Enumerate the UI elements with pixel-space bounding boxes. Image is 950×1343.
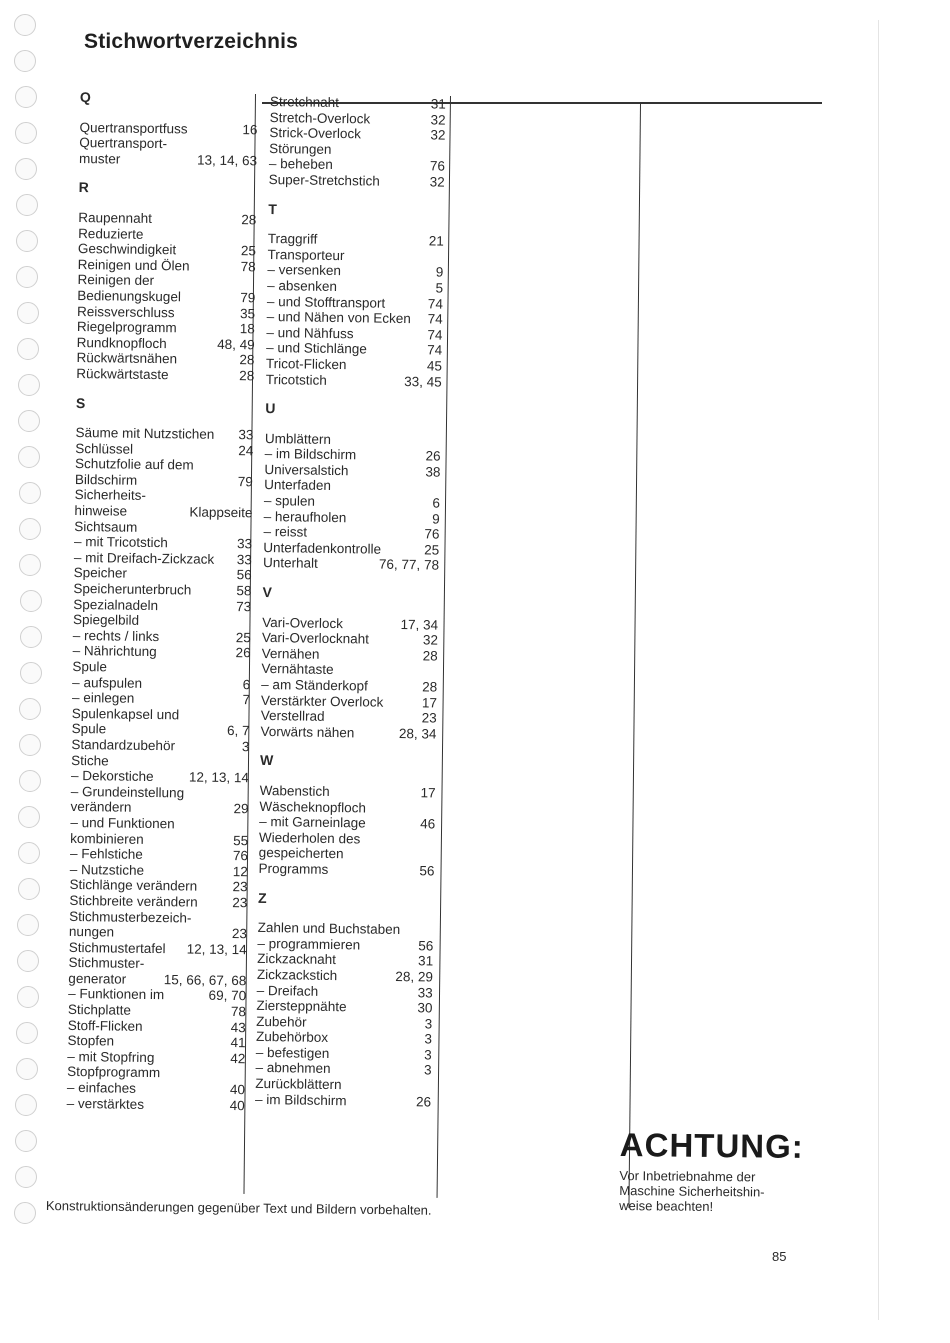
index-entry-pages: 15, 66, 67, 68 [163, 972, 247, 989]
index-letter-heading: Q [79, 89, 91, 106]
index-entry-term: Wäscheknopfloch [259, 798, 367, 816]
warning-text: Vor Inbetriebnahme der Maschine Sicherheitshin-weise beachten! [619, 1167, 765, 1214]
index-entry-pages: 25 [240, 243, 257, 259]
index-entry-term: Spule [71, 721, 107, 737]
index-entry-term: – Fehlstiche [69, 846, 143, 863]
index-entry-pages: 5 [435, 280, 444, 296]
index-entry-pages: 31 [430, 96, 446, 112]
index-entry-term: Ziersteppnähte [256, 997, 347, 1015]
index-entry-term: Programms [258, 860, 329, 877]
index-entry-pages: 35 [239, 305, 256, 321]
index-entry-term: Schutzfolie auf dem [75, 456, 194, 473]
index-entry-term: Stichmustertafel [68, 939, 166, 956]
page-edge [878, 20, 879, 1320]
binder-hole [19, 482, 41, 504]
index-entry-pages: 33 [236, 551, 252, 568]
index-entry-term: Spiegelbild [72, 612, 140, 629]
binder-hole [14, 50, 36, 72]
index-entry-pages: 23 [231, 926, 248, 942]
index-entry-pages: 12, 13, 14 [186, 941, 247, 957]
binder-hole [18, 842, 40, 864]
index-entry-term: Riegelprogramm [76, 319, 177, 336]
index-entry-term: Vernähtaste [261, 661, 334, 678]
index-entry-term: Vernähen [261, 645, 320, 662]
index-entry-pages: 6 [242, 676, 251, 692]
index-entry-pages: 45 [426, 358, 443, 374]
index-entry-pages: 31 [418, 953, 434, 969]
index-entry-pages: 28 [241, 212, 257, 228]
binder-hole [17, 338, 39, 360]
index-entry-term: – beheben [268, 156, 333, 173]
binder-hole [17, 950, 39, 972]
index-entry-term: Raupennaht [78, 209, 153, 226]
index-entry-term: Verstellrad [260, 708, 325, 725]
index-entry-term: – und Stichlänge [266, 340, 367, 357]
index-entry-pages: 17 [421, 694, 438, 711]
index-entry-pages: 29 [233, 801, 249, 817]
index-entry-pages: 40 [229, 1082, 246, 1098]
index-entry-pages: 25 [235, 629, 251, 646]
index-entry-term: – im Bildschirm [254, 1091, 347, 1108]
index-entry-term: Stichmuster- [68, 955, 145, 972]
index-entry-pages: 69, 70 [208, 988, 247, 1004]
index-entry-pages: 3 [424, 1016, 433, 1032]
warning-heading: ACHTUNG: [619, 1126, 804, 1165]
index-entry-term: Rückwärtstaste [76, 365, 169, 383]
index-entry-pages: 76 [424, 526, 440, 542]
index-entry [76, 366, 254, 384]
index-entry-term: Stopfen [67, 1033, 115, 1049]
index-entry-pages: 33 [417, 984, 433, 1001]
binder-hole [15, 122, 37, 144]
index-entry-pages: 43 [230, 1019, 246, 1035]
index-entry-pages: 28, 34 [398, 725, 437, 742]
index-entry-pages: 79 [240, 290, 256, 306]
index-entry-term: Quertransportfuss [79, 119, 188, 137]
index-entry-pages: 74 [427, 295, 444, 312]
binder-hole [19, 518, 41, 540]
index-entry-pages: 56 [236, 567, 252, 583]
index-entry-pages: 40 [229, 1097, 245, 1113]
index-entry-term: – Nutzstiche [69, 861, 145, 878]
index-entry-term: Stichmusterbezeich- [69, 908, 192, 926]
index-entry-term: Rückwärtsnähen [76, 350, 178, 367]
index-entry-pages: 76, 77, 78 [378, 557, 440, 573]
binder-hole [19, 734, 41, 756]
index-entry-pages: 26 [425, 448, 441, 464]
index-entry-pages: 76 [429, 158, 446, 174]
index-entry-term: Spulenkapsel und [71, 705, 180, 723]
index-entry-term: Standardzubehör [71, 736, 176, 754]
index-entry-term: – heraufholen [263, 508, 347, 525]
index-entry-term: – rechts / links [72, 627, 160, 644]
index-entry-term: – und Funktionen [70, 814, 175, 832]
index-entry-pages: 26 [415, 1093, 432, 1110]
index-entry-term: Zurückblättern [255, 1075, 342, 1093]
index-entry-term: Sicherheits- [74, 487, 147, 504]
index-entry-term: Reinigen und Ölen [77, 256, 190, 274]
index-entry-pages: 46 [420, 816, 436, 832]
binder-hole [16, 230, 38, 252]
column-divider [628, 104, 641, 1208]
index-entry-term: Spezialnadeln [73, 596, 159, 613]
index-entry-term: Zickzackstich [256, 966, 338, 983]
binder-hole [19, 698, 41, 720]
binder-hole [19, 554, 41, 576]
index-entry-pages: 9 [435, 264, 444, 280]
warning-box [619, 1126, 820, 1215]
index-entry-term: Störungen [269, 140, 332, 157]
binder-hole [15, 1094, 37, 1116]
index-entry-pages: 32 [430, 111, 446, 128]
index-entry-pages: 12 [232, 863, 248, 879]
index-entry-term: Traggriff [267, 231, 318, 247]
index-entry-pages: 17, 34 [400, 616, 439, 633]
index-entry-pages: 74 [427, 311, 443, 327]
index-entry-pages: 26 [235, 645, 251, 661]
binder-hole [16, 1058, 38, 1080]
index-entry-pages: 21 [428, 233, 444, 249]
binder-hole [15, 158, 37, 180]
index-entry-term: – programmieren [257, 935, 361, 953]
index-entry-term: Zahlen und Buchstaben [257, 920, 401, 938]
index-entry-term: Vari-Overlocknaht [261, 630, 370, 647]
index-entry-pages: 38 [425, 464, 441, 480]
index-entry-term: Zickzacknaht [257, 951, 337, 968]
index-entry-pages: 41 [230, 1035, 246, 1051]
index-entry-pages: 79 [237, 473, 253, 490]
index-entry-pages: 28 [239, 368, 255, 384]
index-entry-term: – Grundeinstellung [70, 783, 185, 801]
index-entry-pages: 56 [418, 938, 434, 954]
index-entry-term: Wiederholen des [258, 829, 361, 847]
index-entry-term: – reisst [263, 524, 308, 540]
index-entry-term: – im Bildschirm [264, 446, 357, 463]
index-entry-term: Unterfaden [264, 477, 332, 494]
binder-holes [14, 14, 46, 1234]
index-entry-term: Universalstich [264, 461, 349, 479]
index-entry-term: Bildschirm [74, 471, 138, 488]
index-entry-term: Quertransport- [79, 135, 168, 152]
index-entry-term: Stichlänge verändern [69, 877, 198, 894]
index-entry-pages: Klappseite [189, 504, 253, 521]
index-entry-term: Verstärkter Overlock [260, 692, 384, 710]
binder-hole [18, 806, 40, 828]
index-entry-term: Rundknopfloch [76, 334, 167, 351]
index-entry-pages: 48, 49 [217, 336, 255, 353]
binder-hole [19, 770, 41, 792]
index-entry-term: – mit Stopfring [67, 1048, 155, 1065]
index-letter-heading: Z [257, 889, 267, 906]
index-entry-pages: 3 [424, 1047, 432, 1063]
index-entry-pages: 78 [240, 258, 256, 275]
index-entry-pages: 6 [432, 495, 441, 511]
index-entry-pages: 17 [420, 785, 436, 801]
index-entry-pages: 74 [427, 342, 443, 358]
index-entry-term: – einfaches [66, 1079, 137, 1096]
index-entry-term: – abnehmen [255, 1060, 331, 1077]
index-entry-term: gespeicherten [258, 845, 344, 862]
index-entry-pages: 12, 13, 14 [188, 769, 250, 786]
index-entry-term: – mit Tricotstich [73, 534, 168, 551]
index-entry-term: – spulen [263, 493, 316, 509]
index-entry-term: muster [79, 150, 121, 167]
index-entry-pages: 73 [236, 598, 252, 614]
index-entry-pages: 78 [230, 1004, 247, 1020]
index-entry-pages: 28 [422, 679, 438, 695]
index-entry-pages: 3 [241, 739, 250, 755]
binder-hole [17, 302, 39, 324]
index-entry [67, 1096, 245, 1114]
index-entry-pages: 74 [427, 327, 443, 343]
index-entry-term: – befestigen [255, 1044, 330, 1061]
index-entry [269, 172, 445, 190]
index-entry-term: – mit Dreifach-Zickzack [73, 549, 215, 567]
binder-hole [18, 878, 40, 900]
index-entry-term: Vorwärts nähen [260, 723, 355, 741]
index-entry-pages: 33 [238, 427, 254, 443]
index-entry-term: – am Ständerkopf [261, 676, 368, 694]
binder-hole [15, 1166, 37, 1188]
index-entry-term: Zubehör [256, 1013, 307, 1030]
index-letter-heading: R [78, 179, 89, 196]
index-entry-term: Reduzierte [78, 225, 144, 242]
index-entry-pages: 23 [232, 894, 248, 911]
index-entry-term: verändern [70, 799, 132, 816]
index-entry-term: Super-Stretchstich [268, 171, 380, 189]
index-entry-pages: 30 [417, 1000, 433, 1016]
index-entry-term: Zubehörbox [255, 1029, 329, 1046]
index-entry [266, 371, 442, 389]
index-entry [79, 151, 257, 169]
index-entry-pages: 25 [424, 542, 440, 558]
index-entry-term: Stopfprogramm [67, 1064, 161, 1081]
index-entry-pages: 32 [429, 174, 445, 190]
binder-hole [15, 86, 37, 108]
index-entry-term: Wabenstich [259, 782, 330, 799]
index-entry-term: – Nährichtung [72, 643, 157, 660]
index-entry-term: generator [68, 970, 127, 987]
index-entry-term: Stretchnaht [269, 94, 340, 111]
index-entry-term: Schlüssel [75, 440, 134, 457]
index-entry-term: kombinieren [70, 830, 144, 847]
binder-hole [18, 374, 40, 396]
index-entry-term: Säume mit Nutzstichen [75, 425, 215, 442]
index-entry-term: – einlegen [71, 690, 135, 706]
index-letter-heading: V [262, 583, 273, 601]
index-entry-term: Geschwindigkeit [77, 241, 177, 258]
index-entry-term: – Dekorstiche [70, 768, 154, 785]
index-entry-term: Tricotstich [265, 371, 327, 388]
index-entry-term: Speicher [73, 565, 128, 582]
index-entry-term: Speicherunterbruch [73, 580, 192, 598]
binder-hole [15, 1130, 37, 1152]
binder-hole [20, 590, 42, 612]
page-title: Stichwortverzeichnis [84, 30, 299, 53]
binder-hole [17, 914, 39, 936]
index-entry-pages: 23 [232, 879, 248, 895]
footnote: Konstruktionsänderungen gegenüber Text und Bildern vorbehalten. [45, 1198, 432, 1218]
index-entry-term: – aufspulen [72, 674, 143, 691]
index-column-left [67, 90, 258, 1113]
index-entry-pages: 28, 29 [395, 968, 434, 985]
index-entry-pages: 16 [242, 121, 258, 137]
index-entry-term: Stiche [71, 752, 109, 768]
index-entry-term: – und Nähfuss [266, 324, 354, 341]
index-entry [263, 555, 439, 573]
index-entry-term: – und Nähen von Ecken [266, 309, 411, 327]
binder-hole [14, 14, 36, 36]
index-entry-pages: 42 [230, 1050, 246, 1067]
index-entry-term: Sichtsaum [74, 518, 138, 535]
index-entry-term: Stichplatte [67, 1001, 132, 1018]
index-letter-heading: U [265, 400, 276, 417]
index-entry-pages: 58 [236, 583, 252, 599]
index-entry [258, 861, 434, 879]
index-entry-term: hinweise [74, 503, 128, 519]
binder-hole [14, 1202, 36, 1224]
index-entry-term: nungen [68, 924, 115, 940]
index-entry [260, 724, 436, 742]
index-entry-term: Strick-Overlock [269, 125, 362, 142]
binder-hole [20, 626, 42, 648]
index-entry-pages: 6, 7 [226, 723, 250, 739]
index-entry-pages: 28 [422, 648, 438, 664]
index-entry-term: Unterhalt [262, 555, 318, 572]
index-entry-term: – versenken [267, 262, 342, 279]
index-entry-term: Unterfadenkontrolle [263, 539, 382, 557]
index-entry-term: Stoff-Flicken [67, 1017, 143, 1034]
index-entry-term: Reinigen der [77, 272, 155, 289]
index-entry-term: – mit Garneinlage [259, 814, 366, 831]
index-entry-term: – Dreifach [256, 982, 319, 999]
binder-hole [16, 194, 38, 216]
binder-hole [18, 410, 40, 432]
index-entry [255, 1092, 431, 1110]
index-entry-pages: 32 [422, 632, 439, 648]
index-letter-heading: T [268, 200, 277, 217]
index-entry-pages: 23 [421, 710, 437, 726]
binder-hole [16, 266, 38, 288]
index-entry-term: – Funktionen im [68, 986, 165, 1003]
index-entry-term: Umblättern [264, 430, 332, 447]
index-entry-pages: 33 [236, 536, 253, 552]
index-entry-pages: 33, 45 [404, 373, 442, 390]
binder-hole [18, 446, 40, 468]
index-letter-heading: W [259, 752, 274, 769]
index-column-middle [255, 94, 446, 1110]
index-entry-pages: 32 [430, 127, 446, 143]
index-entry-term: Bedienungskugel [77, 287, 181, 305]
binder-hole [20, 662, 42, 684]
index-entry-pages: 24 [238, 442, 254, 458]
index-letter-heading: S [75, 394, 86, 411]
index-entry-term: Stretch-Overlock [269, 109, 371, 127]
index-entry-pages: 3 [424, 1031, 433, 1047]
page-number: 85 [772, 1249, 787, 1264]
index-entry-term: Spule [72, 658, 108, 675]
index-entry-term: Reissverschluss [77, 303, 175, 320]
index-entry-term: Stichbreite verändern [69, 892, 198, 910]
index-entry-pages: 28 [239, 352, 255, 368]
index-entry-term: Tricot-Flicken [265, 355, 347, 373]
binder-hole [17, 986, 39, 1008]
index-entry-pages: 56 [419, 863, 435, 879]
index-entry-pages: 55 [233, 832, 249, 848]
binder-hole [16, 1022, 38, 1044]
index-entry-term: Transporteur [267, 246, 345, 263]
index-entry-term: – und Stofftransport [266, 293, 386, 311]
index-entry-pages: 3 [423, 1062, 432, 1078]
index-entry-pages: 13, 14, 63 [196, 152, 258, 169]
index-entry-pages: 9 [432, 511, 440, 527]
index-entry-term: Vari-Overlock [262, 614, 344, 631]
index-entry-pages: 7 [242, 692, 251, 708]
index-entry-pages: 76 [232, 848, 249, 864]
index-entry-pages: 18 [239, 321, 255, 337]
index-entry-term: – absenken [267, 277, 338, 294]
index-entry-term: – verstärktes [66, 1095, 145, 1112]
